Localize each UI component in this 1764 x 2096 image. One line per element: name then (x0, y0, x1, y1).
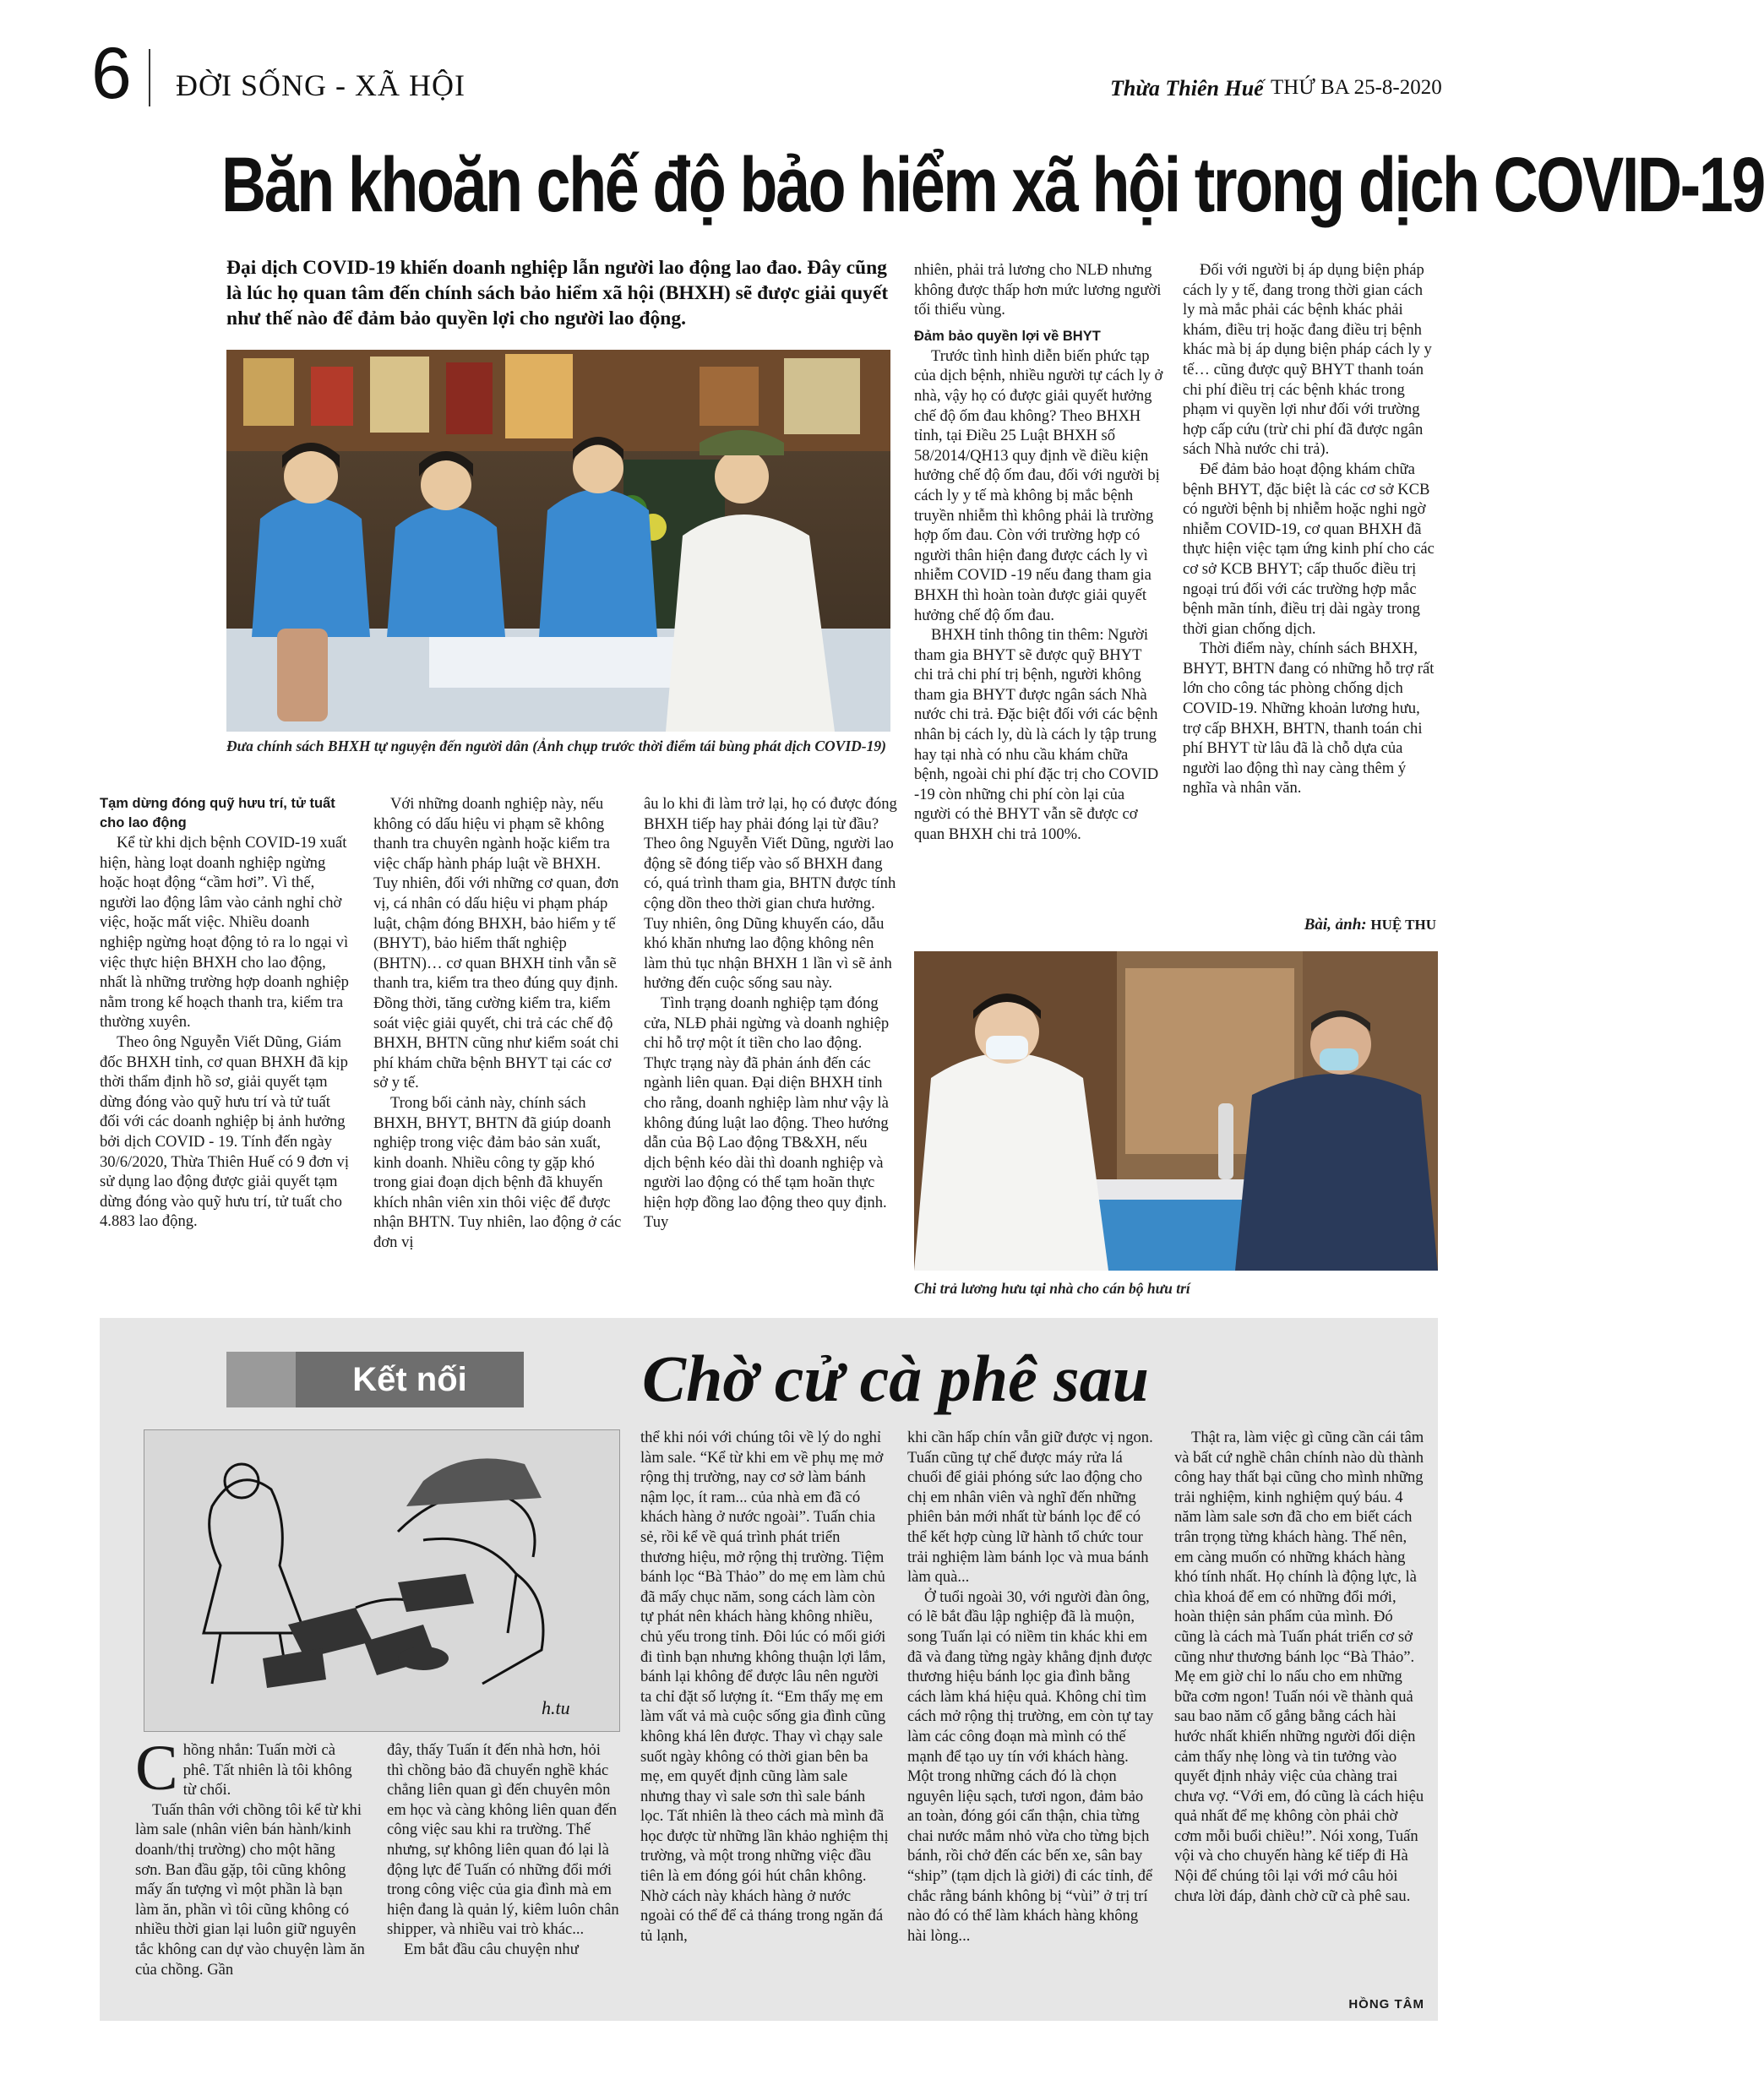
photo2-caption: Chi trả lương hưu tại nhà cho cán bộ hưu trí (914, 1280, 1190, 1297)
article-column-5 (1183, 260, 1436, 798)
paragraph (135, 1733, 365, 1804)
photo-insurance-officers-illustration (226, 350, 890, 732)
paragraph: Tình trạng doanh nghiệp tạm đóng cửa, NLĐ phải ngừng và doanh nghiệp chỉ hỗ trợ một ít tiền cho lao động. Thực trạng này đã phản ánh đến các ngành liên quan. Đại diện BHXH tỉnh cho rằng, doanh nghiệp làm như vậy là không đúng luật lao động. Theo hướng dẫn của Bộ Lao động TB&XH, nếu dịch bệnh kéo dài thì doanh nghiệp và người lao động có thể tạm hoãn thực hiện hợp đồng lao động theo quy định. Tuy (644, 994, 890, 1232)
feature-byline: HỒNG TÂM (1348, 1997, 1424, 2012)
paragraph: BHXH tỉnh thông tin thêm: Người tham gia BHYT sẽ được quỹ BHYT chi trả chi phí trị bệnh, người không tham gia BHYT được ngân sách Nhà nước chi trả. Đặc biệt đối với các bệnh nhân bị cách ly, dù là cách ly tập trung hay tại nhà có nhu cầu khám chữa bệnh, ngoài chi phí đặc trị cho COVID -19 còn những chi phí còn lại của người có thẻ BHYT vẫn sẽ được cơ quan BHXH chi trả 100%. (914, 626, 1159, 844)
paragraph: Với những doanh nghiệp này, nếu không có dấu hiệu vi phạm sẽ không thanh tra chuyên ngành hoặc kiểm tra việc chấp hành pháp luật về BHXH. Tuy nhiên, đối với những cơ quan, đơn vị, cá nhân có dấu hiệu vi phạm pháp luật, chậm đóng BHXH, bảo hiểm y tế (BHYT), bảo hiểm thất nghiệp (BHTN)… cơ quan BHXH tỉnh vẫn sẽ thanh tra, kiểm tra theo đúng quy định. Đồng thời, tăng cường kiểm tra, kiểm soát việc giải quyết, chi trả các chế độ BHXH, BHTN cũng như kiểm soát chi phí khám chữa bệnh BHYT tại các cơ sở y tế. (373, 795, 619, 1092)
paragraph: Trước tình hình diễn biến phức tạp của dịch bệnh, nhiều người tự cách ly ở nhà, vậy họ có được giải quyết hưởng chế độ ốm đau không? Theo BHXH tỉnh, tại Điều 25 Luật BHXH số 58/2014/QH13 quy định về điều kiện hưởng chế độ ốm đau, đối với người bị cách ly y tế mà không bị mắc bệnh truyền nhiễm thì không phải là trường hợp ốm đau. Còn với trường hợp có người thân hiện đang được cách ly vì nhiễm COVID -19 nếu đang tham gia BHXH thì hoàn toàn được giải quyết hưởng chế độ ốm đau. (914, 346, 1163, 624)
article-column-2 (373, 794, 627, 1253)
paragraph-text: hồng nhắn: Tuấn mời cà phê. Tất nhiên là tôi không từ chối. (182, 1741, 352, 1799)
feature-column-5 (1174, 1428, 1424, 1906)
subheading-pension: Tạm dừng đóng quỹ hưu trí, tử tuất cho lao động (100, 796, 335, 830)
photo-pension-delivery (914, 951, 1438, 1271)
paragraph: Thật ra, làm việc gì cũng cần cái tâm và bất cứ nghề chân chính nào dù thành công hay thất bại cũng cho mình những trải nghiệm, kinh nghiệm quý báu. 4 năm làm sale sơn đã cho em biết cách trân trọng từng khách hàng. Thế nên, em càng muốn có những khách hàng khó tính nhất. Họ chính là động lực, là chìa khoá để em có những đổi mới, hoàn thiện sản phẩm của mình. Đó cũng là cách mà Tuấn phát triển cơ sở cũng như thương bánh lọc “Bà Thảo”. Mẹ em giờ chỉ lo nấu cho em những bữa cơm ngon! Tuấn nói về thành quả sau bao năm cố gắng bằng cách hài hước nhất khiến những người đối diện cảm thấy nhẹ lòng và tin tưởng vào quyết định nhảy việc của chàng trai chưa vợ. “Với em, đó cũng là cách hiệu quả nhất để mẹ không còn phải chờ cơm mỗi buổi chiều!”. Nói xong, Tuấn vội và cho chuyến hàng kế tiếp đi Hà Nội để chúng tôi lại với mớ câu hỏi chưa lời đáp, đành chờ cữ cà phê sau. (1174, 1429, 1424, 1905)
paragraph: Ở tuổi ngoài 30, với người đàn ông, có lẽ bắt đầu lập nghiệp đã là muộn, song Tuấn lại có niềm tin khác khi em đã và đang từng ngày khẳng định được thương hiệu bánh lọc gia đình bằng cách làm khá hiệu quả. Không chỉ tìm cách mở rộng thị trường, em còn tự tay làm các công đoạn mà mình có thế mạnh để tạo uy tín với khách hàng. Một trong những cách đó là chọn nguyên liệu sạch, tươi ngon, đảm bảo an toàn, đóng gói cẩn thận, chia từng chai nước mắm nhỏ vừa cho từng bịch bánh, rồi chở đến các bến xe, sân bay “ship” (tạm dịch là giởi) đi các tỉnh, để chắc rằng bánh không bị “vùi” ở trị trí nào đó có thể làm khách hàng không hài lòng... (907, 1587, 1154, 1945)
feature-column-3 (640, 1428, 889, 1946)
paragraph: Tuấn thân với chồng tôi kể từ khi làm sale (nhân viên bán hành/kinh doanh/thị trường) cho một hãng sơn. Ban đầu gặp, tôi cũng không mấy ấn tượng vì một phần là bạn làm ăn, phần vì tôi cũng không có nhiều thời gian lại luôn giữ nguyên tắc không can dự vào chuyện làm ăn của chồng. Gần (135, 1800, 365, 1979)
byline-author: HUỆ THU (1370, 917, 1436, 933)
byline-label: Bài, ảnh: (1304, 916, 1367, 934)
paragraph: Theo ông Nguyễn Viết Dũng, Giám đốc BHXH tỉnh, cơ quan BHXH đã kịp thời thẩm định hồ sơ, giải quyết tạm dừng đóng vào quỹ hưu trí và tử tuất đối với các doanh nghiệp bị ảnh hưởng bởi dịch COVID - 19. Tính đến ngày 30/6/2020, Thừa Thiên Huế có 9 đơn vị sử dụng lao động được giải quyết tạm dừng đóng vào quỹ hưu trí, tử tuất cho 4.883 lao động. (100, 1032, 349, 1231)
masthead-divider (149, 49, 150, 106)
photo-insurance-officers (226, 350, 890, 732)
dropcap: C (135, 1733, 178, 1804)
paragraph: âu lo khi đi làm trở lại, họ có được đóng BHXH tiếp hay phải đóng lại từ đầu? Theo ông Nguyễn Viết Dũng, người lao động sẽ đóng tiếp vào số BHXH đang có, quá trình tham gia, BHTN được tính cộng dồn theo thời gian chưa hưởng. Tuy nhiên, ông Dũng khuyến cáo, dẫu khó khăn nhưng lao động không nên làm thủ tục nhận BHXH 1 lần vì sẽ ảnh hưởng đến cuộc sống sau này. (644, 795, 897, 993)
feature-column-1 (135, 1733, 365, 1979)
article-column-4 (914, 260, 1164, 845)
paragraph: Em bắt đầu câu chuyện như (404, 1940, 579, 1958)
illustration-signature: h.tu (542, 1697, 570, 1718)
issue-date: THỨ BA 25-8-2020 (1271, 76, 1442, 99)
subheading-health-insurance: Đảm bảo quyền lợi về BHYT (914, 328, 1101, 344)
paragraph: khi cần hấp chín vẫn giữ được vị ngon. Tuấn cũng tự chế được máy rửa lá chuối để giải phóng sức lao động cho chị em nhân viên và nghĩ đến những phiên bản mới nhất từ bánh lọc để có thể kết hợp cùng lữ hành tổ chức tour trải nghiệm làm bánh lọc và mua bánh làm quà... (907, 1429, 1153, 1587)
paragraph: Để đảm bảo hoạt động khám chữa bệnh BHYT, đặc biệt là các cơ sở KCB có người bệnh bị nhiễm hoặc nghi ngờ nhiễm COVID-19, cơ quan BHXH đã thực hiện việc tạm ứng kinh phí cho các cơ sở KCB BHYT; cấp thuốc điều trị ngoại trú đối với các trường hợp mắc bệnh mãn tính, điều trị dài ngày trong thời gian chống dịch. (1183, 460, 1435, 638)
paper-name: Thừa Thiên Huế (1110, 76, 1264, 101)
paragraph: Thời điểm này, chính sách BHXH, BHYT, BHTN đang có những hỗ trợ rất lớn cho công tác phòng chống dịch COVID-19. Những khoản lương hưu, trợ cấp BHXH, BHTN, thanh toán chi phí BHYT từ lâu đã là chỗ dựa của người lao động thì nay càng thêm ý nghĩa và nhân văn. (1183, 640, 1435, 798)
paragraph: Kể từ khi dịch bệnh COVID-19 xuất hiện, hàng loạt doanh nghiệp ngừng hoặc hoạt động “cầm hơi”. Vì thế, người lao động lâm vào cảnh nghỉ chờ việc, hoặc mất việc. Nhiều doanh nghiệp ngừng hoạt động tỏ ra lo ngại vì việc thực hiện BHXH cho lao động, nhất là những trường hợp doanh nghiệp nằm trong kế hoạch thanh tra, kiểm tra thường xuyên. (100, 834, 349, 1032)
photo-pension-delivery-illustration (914, 951, 1438, 1271)
feature-tag: Kết nối (296, 1352, 524, 1407)
article-byline (1276, 916, 1436, 934)
article-column-3 (644, 794, 897, 1233)
article-column-1 (100, 794, 353, 1232)
feature-illustration (144, 1429, 620, 1732)
feature-column-4 (907, 1428, 1157, 1946)
photo1-caption: Đưa chính sách BHXH tự nguyện đến người dân (Ảnh chụp trước thời điểm tái bùng phát dịch COVID-19) (226, 738, 886, 754)
article-lead: Đại dịch COVID-19 khiến doanh nghiệp lẫn người lao động lao đao. Đây cũng là lúc họ quan tâm đến chính sách bảo hiểm xã hội (BHXH) sẽ được giải quyết như thế nào để đảm bảo quyền lợi cho người lao động. (226, 257, 889, 329)
feature-illustration-drawing (144, 1430, 619, 1731)
article-headline: Băn khoăn chế độ bảo hiểm xã hội trong dịch COVID-19 (221, 142, 1764, 228)
page-number: 6 (91, 33, 132, 114)
paragraph: đây, thấy Tuấn ít đến nhà hơn, hỏi thì chồng bảo đã chuyển nghề khác chẳng liên quan gì đến chuyên môn em học và càng không liên quan đến công việc sau khi ra trường. Thế nhưng, sự không liên quan đó lại là động lực để Tuấn có những đổi mới trong công việc của gia đình mà em hiện đang là quản lý, kiêm luôn chân shipper, và nhiều vai trò khác... (387, 1741, 619, 1939)
paragraph: Đối với người bị áp dụng biện pháp cách ly y tế, đang trong thời gian cách ly mà mắc phải các bệnh khác phải khám, điều trị hoặc đang điều trị bệnh khác mà bị áp dụng biện pháp cách ly y tế… cũng được quỹ BHYT thanh toán chi phí điều trị các bệnh khác trong phạm vi quyền lợi như đối với trường hợp cấp cứu (trừ chi phí đã được ngân sách Nhà nước chi trả). (1183, 261, 1432, 459)
feature-title: Chờ cử cà phê sau (642, 1342, 1149, 1415)
paragraph: thể khi nói với chúng tôi về lý do nghỉ làm sale. “Kể từ khi em về phụ mẹ mở rộng thị trường, nay cơ sở làm bánh nậm lọc, ít ram... của nhà em đã có khách hàng ở nước ngoài”. Tuấn chia sẻ, rồi kể về quá trình phát triển thương hiệu, mở rộng thị trường. Tiệm bánh lọc “Bà Thảo” do mẹ em làm chủ đã mấy chục năm, song cách làm còn tự phát nên khách hàng không nhiều, chủ yếu trong tỉnh. Đôi lúc có mối giới đi tình bạn nhưng không thuận lợi lắm, bánh lại không để được lâu nên người ta chỉ đặt số lượng ít. “Em thấy mẹ em làm vất vả mà cuộc sống gia đình cũng không khá lên được. Thay vì chạy sale suốt ngày không có thời gian bên ba mẹ, em quyết định cũng làm sale nhưng thay vì sale sơn thì sale bánh lọc. Tất nhiên là theo cách mà mình đã học được từ những lần khảo nghiệm thị trường, và một trong những việc đầu tiên là em đóng gói hút chân không. Nhờ cách này khách hàng ở nước ngoài có thể để cả tháng trong ngăn đá tủ lạnh, (640, 1429, 889, 1945)
section-title: ĐỜI SỐNG - XÃ HỘI (176, 68, 466, 102)
paragraph: Trong bối cảnh này, chính sách BHXH, BHYT, BHTN đã giúp doanh nghiệp trong việc đảm bảo sản xuất, kinh doanh. Nhiều công ty gặp khó trong giai đoạn dịch bệnh đã khuyến khích nhân viên xin thôi việc để được nhận BHTN. Tuy nhiên, lao động ở các đơn vị (373, 1093, 622, 1252)
feature-column-2 (387, 1740, 620, 1960)
paragraph: nhiên, phải trả lương cho NLĐ nhưng không được thấp hơn mức lương người tối thiểu vùng. (914, 261, 1162, 319)
